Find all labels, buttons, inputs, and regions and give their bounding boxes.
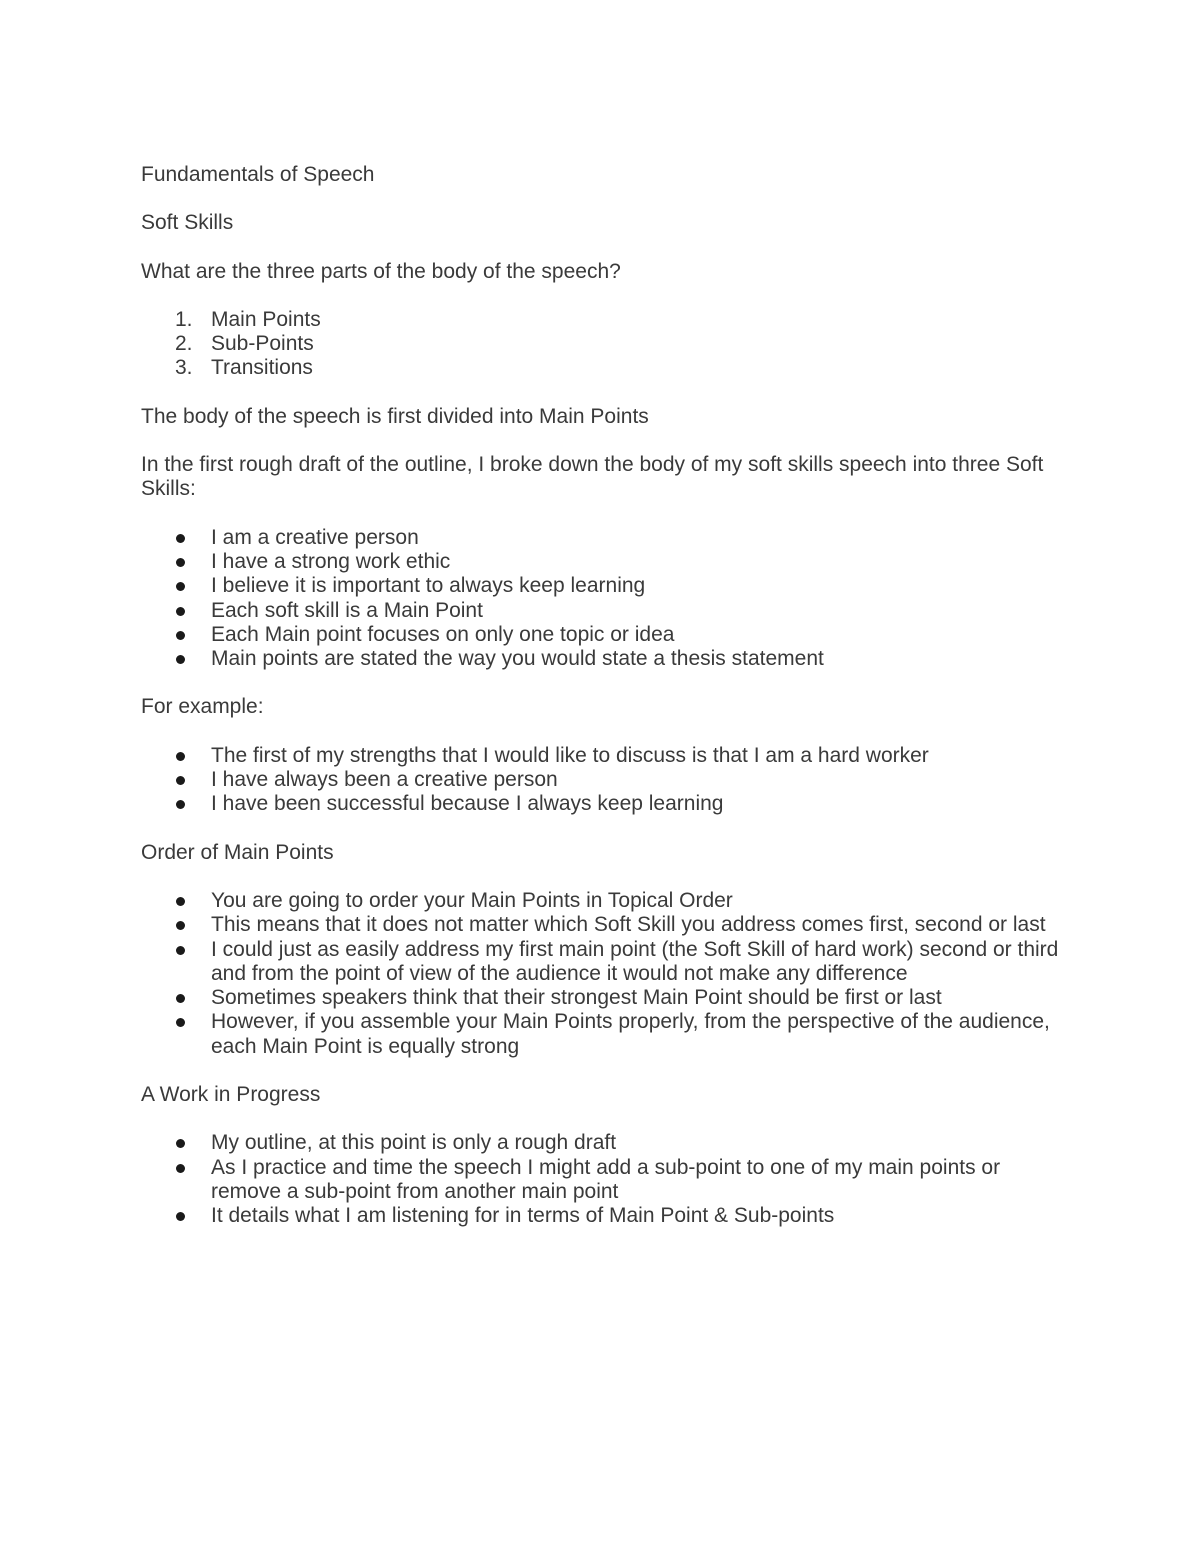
bullet-icon xyxy=(176,800,185,809)
list-item xyxy=(141,574,1061,598)
list-item-text: Each soft skill is a Main Point xyxy=(211,598,483,622)
examples-list xyxy=(141,744,1061,817)
list-item xyxy=(141,913,1061,937)
list-item-text: I believe it is important to always keep learning xyxy=(211,574,646,598)
list-item xyxy=(141,1010,1061,1059)
document-body xyxy=(141,163,1061,1253)
list-item-text: As I practice and time the speech I might add a sub-point to one of my main points or remove a sub-point from another main point xyxy=(211,1155,1001,1203)
list-item xyxy=(141,550,1061,574)
bullet-icon xyxy=(176,921,185,930)
bullet-icon xyxy=(176,897,185,906)
list-item-text: I could just as easily address my first main point (the Soft Skill of hard work) second or third and from the point of view of the audience it would not make any difference xyxy=(211,937,1059,985)
progress-list xyxy=(141,1131,1061,1228)
bullet-icon xyxy=(176,752,185,761)
list-item-text: However, if you assemble your Main Points properly, from the perspective of the audience, each Main Point is equally strong xyxy=(211,1010,1050,1058)
bullet-icon xyxy=(176,1212,185,1221)
bullet-icon xyxy=(176,1139,185,1148)
list-item xyxy=(141,1156,1061,1205)
list-item-text: Sub-Points xyxy=(211,332,314,356)
bullet-icon xyxy=(176,582,185,591)
document-title: Fundamentals of Speech xyxy=(141,163,375,186)
list-item xyxy=(141,599,1061,623)
speech-parts-list xyxy=(141,308,1061,381)
list-item xyxy=(141,744,1061,768)
list-item xyxy=(141,986,1061,1010)
document-subtitle: Soft Skills xyxy=(141,211,234,235)
list-item-text: Main Points xyxy=(211,307,321,331)
list-item xyxy=(141,356,1061,380)
list-item-text: I have a strong work ethic xyxy=(211,549,451,573)
bullet-icon xyxy=(176,776,185,785)
list-item xyxy=(141,526,1061,550)
question-paragraph: What are the three parts of the body of the speech? xyxy=(141,259,621,283)
list-number: 2. xyxy=(175,332,193,356)
list-item xyxy=(141,938,1061,987)
order-heading: Order of Main Points xyxy=(141,840,334,864)
list-item xyxy=(141,647,1061,671)
list-item-text: It details what I am listening for in terms of Main Point & Sub-points xyxy=(211,1204,835,1228)
bullet-icon xyxy=(176,1018,185,1027)
list-item xyxy=(141,792,1061,816)
list-item-text: Transitions xyxy=(211,356,313,380)
example-heading: For example: xyxy=(141,695,264,719)
list-item xyxy=(141,768,1061,792)
list-item xyxy=(141,889,1061,913)
order-list xyxy=(141,889,1061,1059)
list-item xyxy=(141,1131,1061,1155)
list-item-text: The first of my strengths that I would like to discuss is that I am a hard worker xyxy=(211,743,929,767)
list-item xyxy=(141,623,1061,647)
list-item-text: My outline, at this point is only a rough draft xyxy=(211,1131,617,1155)
bullet-icon xyxy=(176,607,185,616)
list-item-text: Each Main point focuses on only one topic or idea xyxy=(211,622,675,646)
bullet-icon xyxy=(176,946,185,955)
bullet-icon xyxy=(176,655,185,664)
rough-draft-paragraph: In the first rough draft of the outline, I broke down the body of my soft skills speech into three Soft Skills: xyxy=(141,453,1044,501)
soft-skills-list xyxy=(141,526,1061,672)
progress-heading: A Work in Progress xyxy=(141,1083,321,1107)
body-division-paragraph: The body of the speech is first divided into Main Points xyxy=(141,404,649,428)
list-item xyxy=(141,1204,1061,1228)
list-item-text: This means that it does not matter which Soft Skill you address comes first, second or last xyxy=(211,913,1046,937)
list-item xyxy=(141,308,1061,332)
bullet-icon xyxy=(176,534,185,543)
bullet-icon xyxy=(176,631,185,640)
list-item-text: I have always been a creative person xyxy=(211,768,558,792)
bullet-icon xyxy=(176,994,185,1003)
list-item-text: I am a creative person xyxy=(211,525,419,549)
bullet-icon xyxy=(176,1164,185,1173)
list-item-text: You are going to order your Main Points in Topical Order xyxy=(211,888,733,912)
list-number: 3. xyxy=(175,356,193,380)
list-item xyxy=(141,332,1061,356)
list-item-text: I have been successful because I always keep learning xyxy=(211,792,724,816)
list-item-text: Main points are stated the way you would state a thesis statement xyxy=(211,647,824,671)
list-number: 1. xyxy=(175,307,193,331)
list-item-text: Sometimes speakers think that their strongest Main Point should be first or last xyxy=(211,986,942,1010)
bullet-icon xyxy=(176,558,185,567)
